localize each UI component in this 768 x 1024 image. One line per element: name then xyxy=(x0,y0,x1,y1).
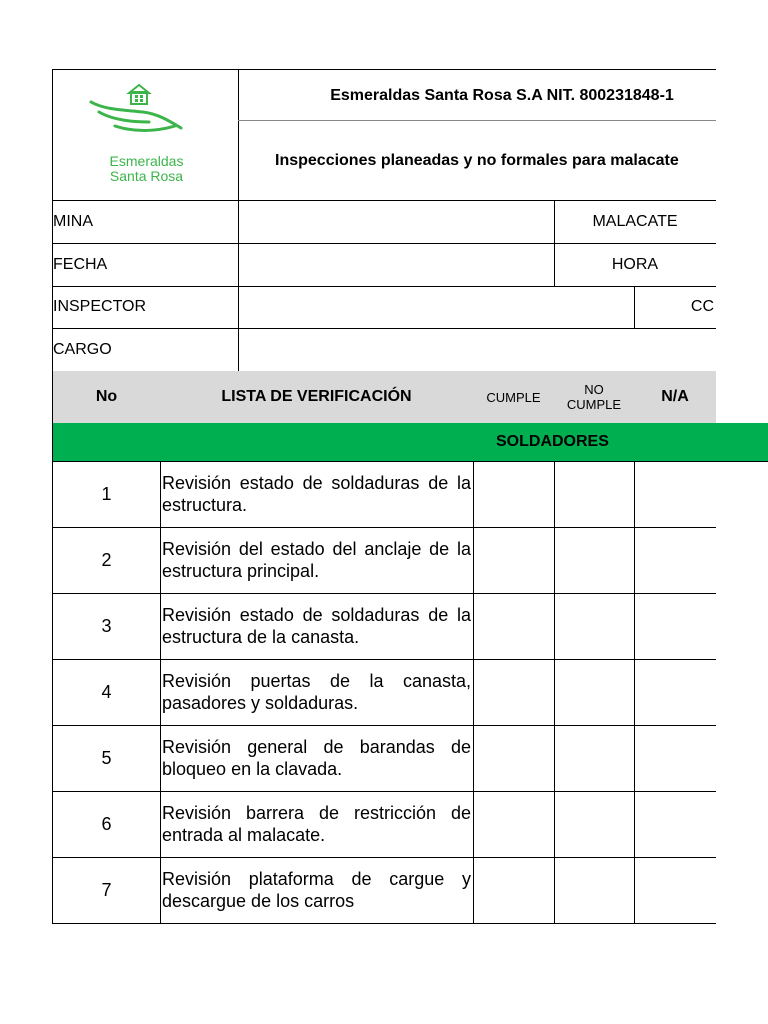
label-inspector: INSPECTOR xyxy=(52,286,239,329)
row-item-text: Revisión puertas de la canasta, pasadores y soldaduras. xyxy=(162,671,471,713)
row-item-cell xyxy=(160,461,474,528)
row-number: 2 xyxy=(101,549,112,570)
row-cumple-checkbox[interactable] xyxy=(473,659,555,726)
row-no-cumple-checkbox[interactable] xyxy=(554,725,635,792)
input-inspector[interactable] xyxy=(238,286,635,329)
input-cargo[interactable] xyxy=(238,328,716,372)
form-subtitle: Inspecciones planeadas y no formales para malacate xyxy=(238,120,716,201)
label-fecha: FECHA xyxy=(52,243,239,287)
row-no-cumple-checkbox[interactable] xyxy=(554,461,635,528)
row-number: 5 xyxy=(101,747,112,768)
row-item-text: Revisión estado de soldaduras de la estructura. xyxy=(162,473,471,515)
row-number-cell xyxy=(52,725,161,792)
logo-text-line1: Esmeraldas xyxy=(109,153,184,169)
row-number: 3 xyxy=(101,615,112,636)
row-cumple-checkbox[interactable] xyxy=(473,593,555,660)
row-item-cell xyxy=(160,725,474,792)
row-item-cell xyxy=(160,791,474,858)
row-item-text: Revisión plataforma de cargue y descargue de los carros xyxy=(162,869,471,911)
row-item-cell xyxy=(160,593,474,660)
col-header-cumple: CUMPLE xyxy=(473,371,555,424)
label-hora: HORA xyxy=(554,243,716,287)
row-na-checkbox[interactable] xyxy=(634,527,716,594)
col-header-lista: LISTA DE VERIFICACIÓN xyxy=(160,371,474,424)
company-logo-icon xyxy=(85,82,205,162)
row-na-checkbox[interactable] xyxy=(634,791,716,858)
row-item-text: Revisión del estado del anclaje de la estructura principal. xyxy=(162,539,471,581)
row-na-checkbox[interactable] xyxy=(634,857,716,924)
col-header-no-cumple: NO CUMPLE xyxy=(554,371,635,424)
row-item-cell xyxy=(160,857,474,924)
row-na-checkbox[interactable] xyxy=(634,461,716,528)
row-cumple-checkbox[interactable] xyxy=(473,461,555,528)
row-item-text: Revisión estado de soldaduras de la estructura de la canasta. xyxy=(162,605,471,647)
row-no-cumple-checkbox[interactable] xyxy=(554,593,635,660)
row-item-text: Revisión barrera de restricción de entrada al malacate. xyxy=(162,803,471,845)
row-item-cell xyxy=(160,527,474,594)
col-header-na: N/A xyxy=(634,371,716,424)
row-item-cell xyxy=(160,659,474,726)
row-cumple-checkbox[interactable] xyxy=(473,857,555,924)
row-number: 6 xyxy=(101,813,112,834)
row-number-cell xyxy=(52,659,161,726)
row-no-cumple-checkbox[interactable] xyxy=(554,527,635,594)
row-na-checkbox[interactable] xyxy=(634,725,716,792)
logo-text xyxy=(53,154,240,184)
logo-cell xyxy=(52,69,239,201)
row-cumple-checkbox[interactable] xyxy=(473,527,555,594)
label-cargo: CARGO xyxy=(52,328,239,372)
label-cc: CC xyxy=(634,286,716,329)
col-header-no: No xyxy=(52,371,161,424)
row-number: 4 xyxy=(101,681,112,702)
section-band-soldadores: SOLDADORES xyxy=(52,423,768,462)
row-no-cumple-checkbox[interactable] xyxy=(554,791,635,858)
logo-text-line2: Santa Rosa xyxy=(109,168,184,184)
input-mina[interactable] xyxy=(238,200,555,244)
label-malacate: MALACATE xyxy=(554,200,716,244)
row-number: 7 xyxy=(101,879,112,900)
row-number-cell xyxy=(52,461,161,528)
row-no-cumple-checkbox[interactable] xyxy=(554,857,635,924)
row-no-cumple-checkbox[interactable] xyxy=(554,659,635,726)
row-number-cell xyxy=(52,593,161,660)
row-number-cell xyxy=(52,527,161,594)
row-item-text: Revisión general de barandas de bloqueo en la clavada. xyxy=(162,737,471,779)
input-fecha[interactable] xyxy=(238,243,555,287)
row-cumple-checkbox[interactable] xyxy=(473,725,555,792)
row-na-checkbox[interactable] xyxy=(634,593,716,660)
row-number-cell xyxy=(52,791,161,858)
row-number-cell xyxy=(52,857,161,924)
row-cumple-checkbox[interactable] xyxy=(473,791,555,858)
row-number: 1 xyxy=(101,483,112,504)
label-mina: MINA xyxy=(52,200,239,244)
row-na-checkbox[interactable] xyxy=(634,659,716,726)
company-title: Esmeraldas Santa Rosa S.A NIT. 800231848-1 xyxy=(238,69,716,121)
